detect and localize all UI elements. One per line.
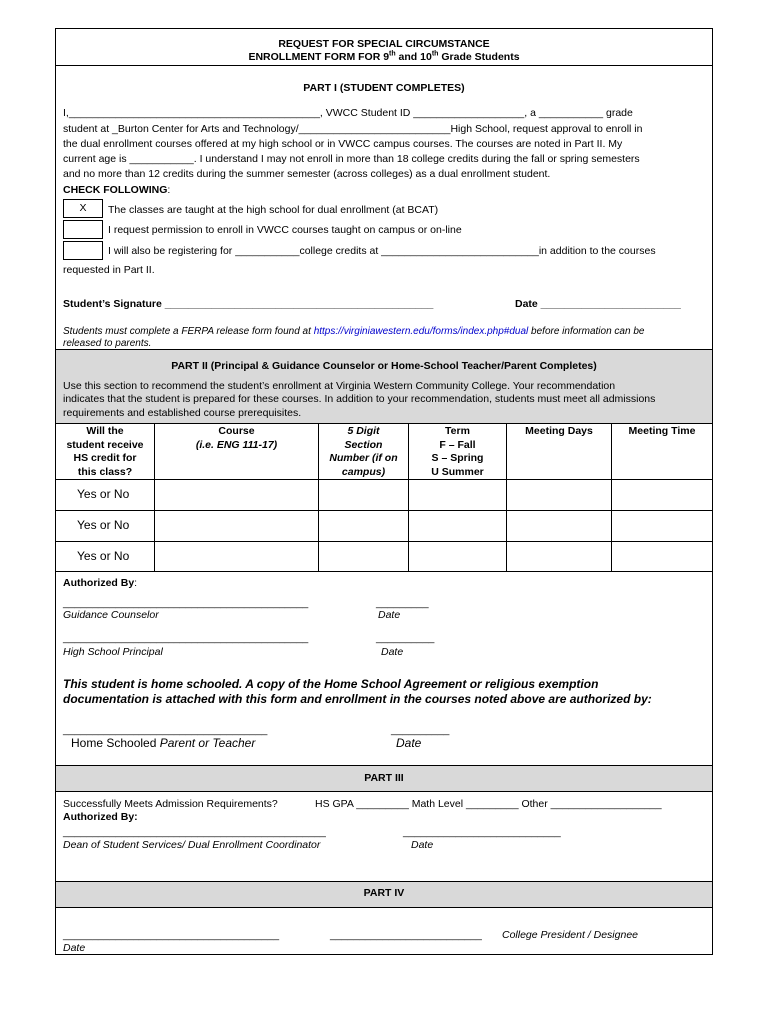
table-col-divider (506, 423, 507, 571)
option-other-college-cont: requested in Part II. (63, 264, 155, 276)
gpa-math-other-fields[interactable]: HS GPA _________ Math Level _________ Other ___________________ (315, 798, 662, 810)
part1-line3: the dual enrollment courses offered at my high school or in VWCC campus courses. The courses are noted in Part II. My (63, 138, 623, 150)
dean-date-label: Date (411, 839, 434, 851)
part1-heading: PART I (STUDENT COMPLETES) (303, 82, 465, 94)
principal-label: High School Principal (63, 646, 163, 658)
divider (56, 791, 712, 792)
option-vwcc-campus-label: I request permission to enroll in VWCC courses taught on campus or on-line (108, 224, 462, 236)
part1-line1: I,___________________________________________, VWCC Student ID ___________________, a ___________ grade (63, 107, 633, 119)
table-row[interactable]: Yes or No (77, 549, 130, 563)
part2-heading: PART II (Principal & Guidance Counselor or Home-School Teacher/Parent Completes) (171, 360, 597, 372)
divider (56, 881, 712, 882)
part4-date-label: Date (63, 942, 86, 954)
checkbox-high-school[interactable]: X (63, 199, 103, 218)
part2-para3: requirements and established course prerequisites. (63, 407, 302, 419)
student-date-field[interactable]: Date ________________________ (515, 298, 681, 310)
guidance-counselor-label: Guidance Counselor (63, 609, 159, 621)
col-header-section: 5 Digit Section Number (if on campus) (329, 425, 398, 478)
dean-label: Dean of Student Services/ Dual Enrollment Coordinator (63, 839, 321, 851)
homeschool-statement-line1: This student is home schooled. A copy of the Home School Agreement or religious exemption (63, 677, 599, 691)
check-following-label: CHECK FOLLOWING: (63, 184, 171, 196)
option-other-college-label: I will also be registering for ___________college credits at ___________________________in addition to the courses (108, 245, 656, 257)
homeschool-statement-line2: documentation is attached with this form and enrollment in the courses noted above are authorized by: (63, 692, 652, 706)
checkbox-vwcc-campus[interactable] (63, 220, 103, 239)
divider (56, 765, 712, 766)
part2-para1: Use this section to recommend the student’s enrollment at Virginia Western Community College. Your recommendation (63, 380, 616, 392)
part3-authorized-label: Authorized By: (63, 811, 138, 823)
col-header-meeting-days: Meeting Days (525, 425, 593, 437)
divider (56, 907, 712, 908)
part1-line4: current age is ___________. I understand I may not enroll in more than 18 college credits during the fall or spring semesters (63, 153, 640, 165)
table-row[interactable]: Yes or No (77, 518, 130, 532)
table-row-divider (56, 479, 712, 480)
table-col-divider (611, 423, 612, 571)
ferpa-link[interactable]: https://virginiawestern.edu/forms/index.php#dual (313, 326, 529, 337)
president-label: College President / Designee (502, 929, 638, 941)
table-row-divider (56, 541, 712, 542)
col-header-hs-credit: Will the student receive HS credit for this class? (66, 425, 144, 478)
part4-heading: PART IV (363, 887, 405, 899)
part1-line2: student at _Burton Center for Arts and Technology/__________________________High School, request approval to enroll in (63, 123, 643, 135)
col-header-course: Course (i.e. ENG 111-17) (195, 425, 278, 451)
col-header-meeting-time: Meeting Time (628, 425, 696, 437)
form-title-line2: ENROLLMENT FORM FOR 9th and 10th Grade Students (248, 50, 520, 63)
divider (56, 349, 712, 350)
homeschool-signature-line[interactable]: ___________________________________ (63, 724, 268, 736)
guidance-signature-line[interactable]: __________________________________________ (63, 597, 309, 609)
ferpa-note: Students must complete a FERPA release form found at https://virginiawestern.edu/forms/index.php#dual before information can be (63, 326, 645, 337)
dean-date-line[interactable]: ___________________________ (403, 826, 561, 838)
principal-date-line[interactable]: __________ (376, 632, 435, 644)
guidance-date-line[interactable]: _________ (376, 597, 429, 609)
table-row-divider (56, 510, 712, 511)
authorized-by-label: Authorized By: (63, 577, 138, 589)
table-row[interactable]: Yes or No (77, 487, 130, 501)
divider (56, 65, 712, 66)
principal-signature-line[interactable]: __________________________________________ (63, 632, 309, 644)
homeschool-date-line[interactable]: __________ (391, 724, 450, 736)
student-signature-field[interactable]: Student’s Signature ______________________________________________ (63, 298, 434, 310)
president-signature-line[interactable]: __________________________ (330, 929, 482, 941)
part4-date-signature-line[interactable]: _____________________________________ (63, 929, 280, 941)
principal-date-label: Date (381, 646, 404, 658)
guidance-date-label: Date (378, 609, 401, 621)
dean-signature-line[interactable]: _____________________________________________ (63, 826, 326, 838)
part3-heading: PART III (364, 772, 404, 784)
ferpa-note-line2: released to parents. (63, 338, 152, 349)
part1-line5: and no more than 12 credits during the summer semester (across colleges) as a dual enrollment student. (63, 168, 551, 180)
part2-para2: indicates that the student is prepared for these courses. In addition to your recommendation, students must meet all admissions (63, 393, 656, 405)
col-header-term: Term F – Fall S – Spring U Summer (431, 425, 484, 478)
homeschool-parent-label: Home Schooled Parent or Teacher (71, 736, 256, 750)
table-row-divider (56, 571, 712, 572)
option-high-school-label: The classes are taught at the high school for dual enrollment (at BCAT) (108, 204, 439, 216)
homeschool-date-label: Date (396, 736, 422, 750)
form-title-line1: REQUEST FOR SPECIAL CIRCUMSTANCE (278, 38, 490, 50)
checkbox-other-college[interactable] (63, 241, 103, 260)
admission-requirements-label: Successfully Meets Admission Requirements? (63, 798, 278, 810)
